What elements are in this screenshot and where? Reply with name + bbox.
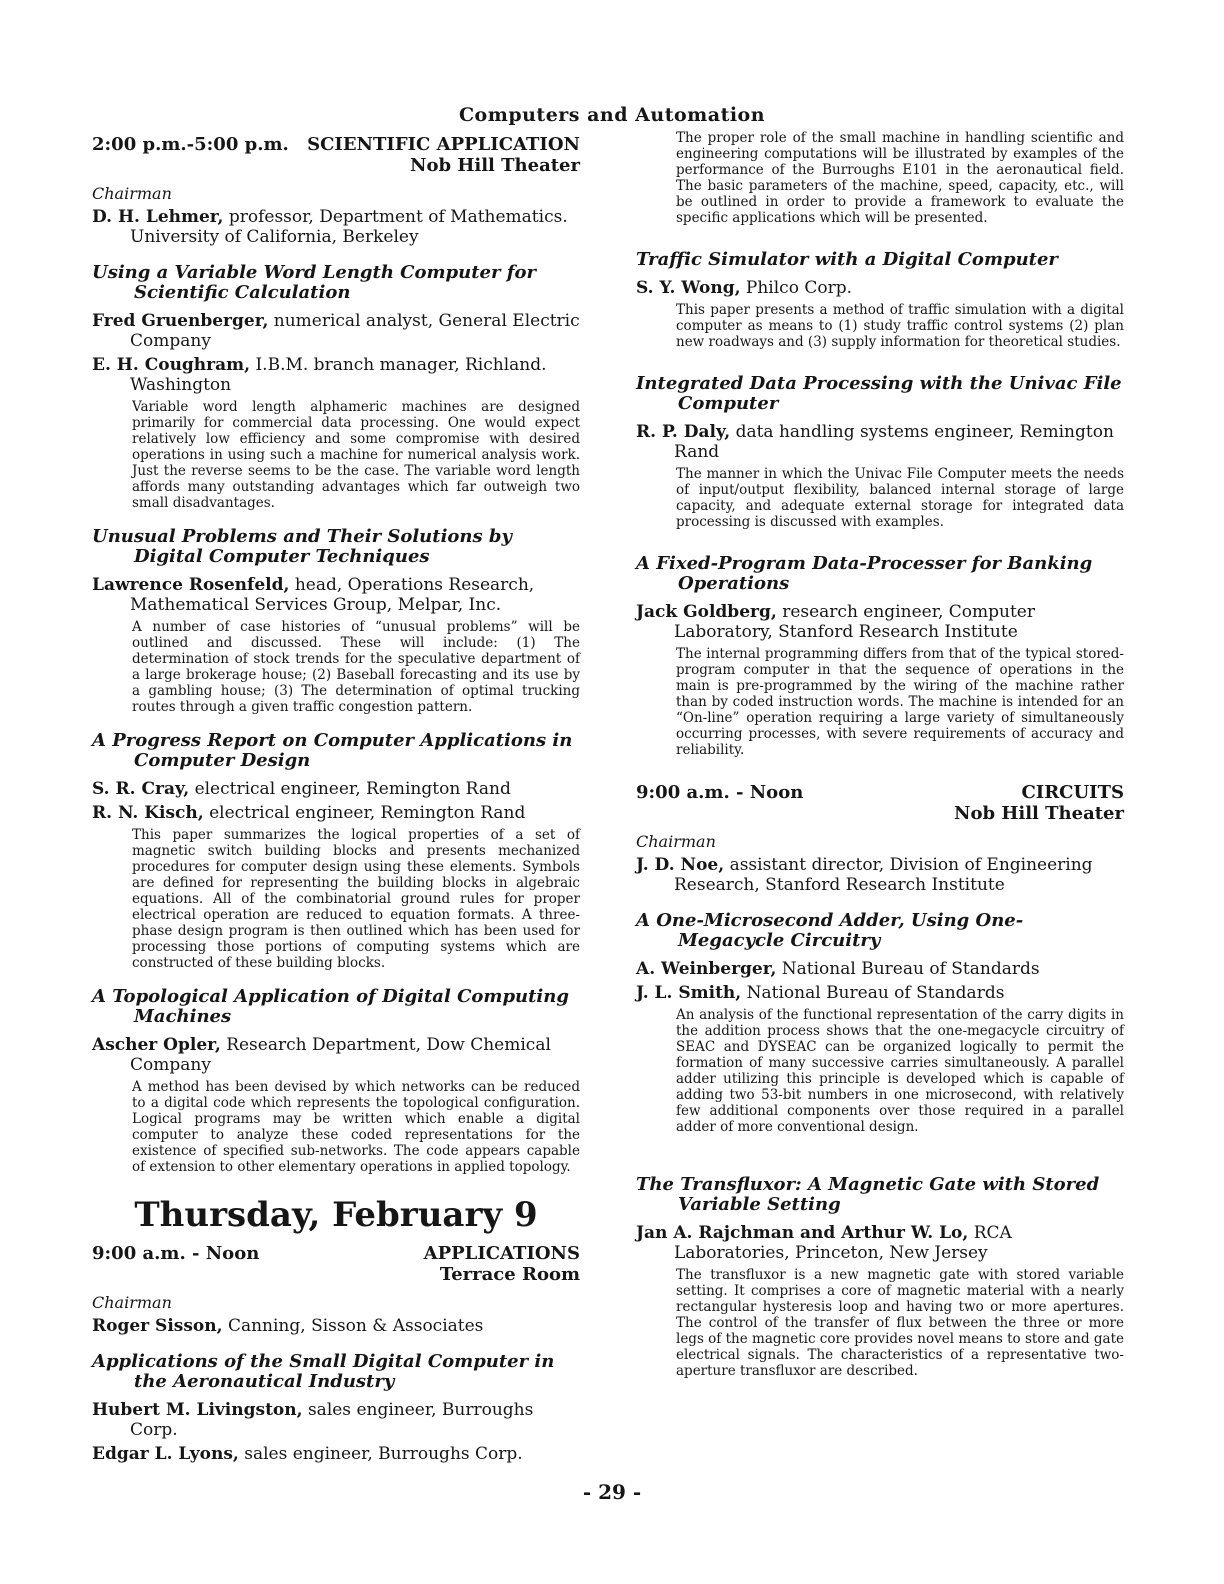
author: [92, 1400, 580, 1440]
day-heading: Thursday, February 9: [134, 1195, 538, 1235]
chairman-label: Chairman: [636, 832, 716, 851]
paper-title: Integrated Data Processing with the Univac File Computer: [636, 373, 1122, 414]
paper-abstract: A method has been devised by which networks can be reduced to a digital code which represents the topological configuration. Logical programs may be written which enable a digital computer to analyze these coded representations for the existence of specified sub-networks. The code appears capable of extension to other elementary operations in applied topology.: [132, 1079, 580, 1175]
paper-abstract: The transfluxor is a new magnetic gate with stored variable setting. It comprises a core of magnetic material with a nearly rectangular hysteresis loop and having two or more apertures. The control of the transfer of flux between the three or more legs of the magnetic core provides novel means to store and gate electrical signals. The characteristics of a representative two-aperture transfluxor are described.: [676, 1267, 1124, 1379]
author: [92, 575, 580, 615]
paper-abstract: The proper role of the small machine in handling scientific and engineering computations will be illustrated by examples of the performance of the Burroughs E101 in the aeronautical field. The basic parameters of the machine, speed, capacity, etc., will be outlined in order to provide a framework to evaluate the specific applications which will be presented.: [676, 130, 1124, 226]
author: [636, 602, 1124, 642]
paper-title: A One-Microsecond Adder, Using One-Megacycle Circuitry: [636, 910, 1024, 951]
author: [636, 1223, 1124, 1263]
person-name: D. H. Lehmer,: [92, 207, 224, 227]
paper-title: A Topological Application of Digital Computing Machines: [92, 986, 569, 1027]
chairman-label: Chairman: [92, 1293, 172, 1312]
paper-title: Unusual Problems and Their Solutions by Digital Computer Techniques: [92, 526, 512, 567]
author: [92, 779, 580, 799]
author: [92, 311, 580, 351]
person-desc: sales engineer, Burroughs Corp.: [130, 1400, 534, 1440]
person-desc: sales engineer, Burroughs Corp.: [244, 1444, 523, 1464]
right-column: [636, 130, 1124, 1379]
author: [636, 278, 1124, 298]
session-heading: [307, 134, 580, 176]
paper-title: Traffic Simulator with a Digital Computer: [636, 249, 1058, 270]
person-desc: assistant director, Division of Engineering Research, Stanford Research Institute: [674, 855, 1093, 895]
session-heading: [954, 782, 1124, 824]
paper-abstract: This paper summarizes the logical properties of a set of magnetic switch building blocks and presents mechanized procedures for computer design using these elements. Symbols are defined for representing the building blocks in algebraic equations. All of the combinatorial ground rules for proper electrical operation are reduced to equation formats. A three-phase design program is then outlined which has been used for processing those portions of computing systems which are constructed of these building blocks.: [132, 827, 580, 971]
chairman: [92, 207, 580, 247]
person-desc: numerical analyst, General Electric Company: [130, 311, 580, 351]
author: [636, 959, 1124, 979]
person-desc: I.B.M. branch manager, Richland. Washington: [130, 355, 547, 395]
author: [92, 803, 580, 823]
person-desc: electrical engineer, Remington Rand: [194, 779, 511, 799]
paper-title: Applications of the Small Digital Computer in the Aeronautical Industry: [92, 1351, 555, 1392]
session-circuits: [636, 782, 1124, 824]
person-name: Fred Gruenberger,: [92, 311, 269, 331]
session-place: Nob Hill Theater: [954, 803, 1124, 824]
author: [92, 1444, 580, 1464]
person-desc: research engineer, Computer Laboratory, Stanford Research Institute: [674, 602, 1035, 642]
person-desc: National Bureau of Standards: [781, 959, 1040, 979]
chairman: [636, 855, 1124, 895]
paper-abstract: A number of case histories of “unusual problems” will be outlined and discussed. These will include: (1) The determination of stock trends for the speculative department of a large brokerage house; (2) Baseball forecasting and its use by a gambling house; (3) The determination of optimal trucking routes through a given traffic congestion pattern.: [132, 619, 580, 715]
person-desc: Research Department, Dow Chemical Company: [130, 1035, 551, 1075]
person-desc: Philco Corp.: [745, 278, 852, 298]
paper-title: Using a Variable Word Length Computer for Scientific Calculation: [92, 262, 536, 303]
person-name: R. P. Daly,: [636, 422, 731, 442]
session-time: 2:00 p.m.-5:00 p.m.: [92, 134, 289, 155]
paper-abstract: The manner in which the Univac File Computer meets the needs of input/output flexibility, balanced internal storage of large capacity, and adequate external storage for integrated data processing is discussed with examples.: [676, 466, 1124, 530]
person-desc: data handling systems engineer, Remington Rand: [674, 422, 1114, 462]
person-name: Ascher Opler,: [92, 1035, 221, 1055]
person-desc: head, Operations Research, Mathematical Services Group, Melpar, Inc.: [130, 575, 535, 615]
paper-abstract: Variable word length alphameric machines are designed primarily for commercial data processing. One would expect relatively low efficiency and some compromise with desired operations in using such a machine for numerical analysis work. Just the reverse seems to be the case. The variable word length affords many outstanding advantages which far outweigh two small disadvantages.: [132, 399, 580, 511]
session-heading: [424, 1243, 580, 1285]
author: [92, 1035, 580, 1075]
author: [92, 355, 580, 395]
person-name: Lawrence Rosenfeld,: [92, 575, 290, 595]
journal-header: Computers and Automation: [458, 104, 766, 126]
person-name: Hubert M. Livingston,: [92, 1400, 303, 1420]
chairman: [92, 1316, 580, 1336]
person-desc: professor, Department of Mathematics. University of California, Berkeley: [130, 207, 568, 247]
person-desc: Canning, Sisson & Associates: [227, 1316, 484, 1336]
session-place: Nob Hill Theater: [410, 155, 580, 176]
author: [636, 983, 1124, 1003]
author: [636, 422, 1124, 462]
person-desc: electrical engineer, Remington Rand: [209, 803, 526, 823]
session-name: APPLICATIONS: [423, 1243, 580, 1264]
session-scientific: [92, 134, 580, 176]
session-name: CIRCUITS: [1021, 782, 1124, 803]
person-desc: National Bureau of Standards: [746, 983, 1005, 1003]
chairman-label: Chairman: [92, 184, 172, 203]
session-name: SCIENTIFIC APPLICATION: [307, 134, 580, 155]
person-name: S. Y. Wong,: [636, 278, 741, 298]
person-name: J. L. Smith,: [636, 983, 742, 1003]
paper-abstract: An analysis of the functional representation of the carry digits in the addition process shows that the one-megacycle circuitry of SEAC and DYSEAC can be organized logically to permit the formation of many successive carries simultaneously. A parallel adder utilizing this principle is developed which is capable of adding two 53-bit numbers in one microsecond, with relatively few additional components over those required in a parallel adder of more conventional design.: [676, 1007, 1124, 1135]
session-time: 9:00 a.m. - Noon: [636, 782, 804, 803]
paper-title: A Fixed-Program Data-Processer for Banking Operations: [636, 553, 1093, 594]
person-name: A. Weinberger,: [636, 959, 777, 979]
paper-abstract: This paper presents a method of traffic simulation with a digital computer as means to (1) study traffic control systems (2) plan new roadways and (3) supply information for theoretical studies.: [676, 302, 1124, 350]
session-time: 9:00 a.m. - Noon: [92, 1243, 260, 1264]
person-name: Jack Goldberg,: [636, 602, 777, 622]
person-name: Jan A. Rajchman and Arthur W. Lo,: [636, 1223, 969, 1243]
person-name: Roger Sisson,: [92, 1316, 223, 1336]
left-column: [92, 132, 580, 1464]
person-name: E. H. Coughram,: [92, 355, 251, 375]
person-name: S. R. Cray,: [92, 779, 190, 799]
paper-title: A Progress Report on Computer Applications in Computer Design: [92, 730, 573, 771]
person-name: R. N. Kisch,: [92, 803, 204, 823]
session-place: Terrace Room: [439, 1264, 580, 1285]
person-desc: RCA Laboratories, Princeton, New Jersey: [674, 1223, 1012, 1263]
session-applications: [92, 1243, 580, 1285]
person-name: Edgar L. Lyons,: [92, 1444, 239, 1464]
paper-abstract: The internal programming differs from that of the typical stored-program computer in that the sequence of operations in the main is pre-programmed by the wiring of the machine rather than by coded instruction words. The machine is intended for an “On-line” operation requiring a large variety of simultaneously occurring processes, with severe requirements of accuracy and reliability.: [676, 646, 1124, 758]
page-number: - 29 -: [582, 1480, 642, 1504]
paper-title: The Transfluxor: A Magnetic Gate with Stored Variable Setting: [636, 1174, 1100, 1215]
person-name: J. D. Noe,: [636, 855, 725, 875]
